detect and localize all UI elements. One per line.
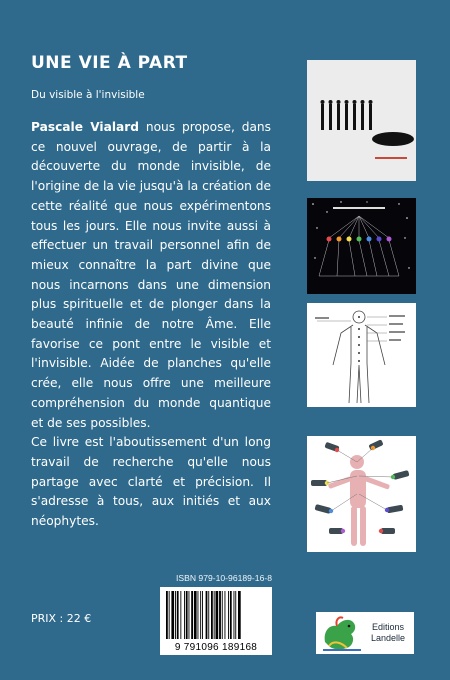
barcode-bar — [222, 591, 223, 639]
barcode-bar — [186, 591, 188, 639]
barcode-bar — [214, 591, 215, 639]
barcode-bar — [235, 591, 236, 639]
blurb-paragraph-1-text: nous propose, dans ce nouvel ouvrage, de partir à la découverte du monde invisible, de l'origine de la vie jusqu'à la création de cette réalité que nous expérimentons tous les jours. Elle nous invite aussi à effectuer un travail personnel afin de mieux connaître la part divine que nous incarnons dans une dimension plus spirituelle et de plonger dans la beauté infinie de notre Âme. Elle favorise ce pont entre le visible et l'invisible. Aidée de planches qu'elle crée, elle nous offre une meilleure compréhension du monde quantique et de ses possibles. — [31, 120, 271, 430]
barcode-bar — [180, 591, 181, 639]
plate-figure-cylinders — [307, 436, 416, 552]
dragon-icon — [319, 612, 365, 654]
blurb-paragraph-1 — [31, 118, 271, 433]
figure-cylinders-icon — [307, 436, 416, 552]
barcode-bar — [211, 591, 213, 639]
publisher-line-1: Editions — [371, 622, 405, 632]
barcode-bar — [177, 591, 179, 639]
barcode-bar — [200, 591, 201, 639]
barcode-bar — [191, 591, 193, 639]
book-subtitle: Du visible à l'invisible — [31, 89, 145, 101]
barcode-bar — [169, 591, 170, 639]
barcode-bar — [189, 591, 190, 639]
barcode-bar — [198, 591, 199, 639]
publisher-name — [365, 622, 411, 644]
barcode-bar — [234, 591, 235, 639]
human-outline-icon — [307, 303, 416, 407]
plate-light-rays — [307, 198, 416, 294]
barcode-bar — [171, 591, 174, 639]
plate-human-outline — [307, 303, 416, 407]
barcode-bar — [194, 591, 197, 639]
barcode-bar — [219, 591, 221, 639]
barcode-bar — [206, 591, 208, 639]
isbn-label: ISBN 979-10-96189-16-8 — [175, 573, 272, 583]
barcode-bar — [184, 591, 185, 639]
blurb — [31, 118, 271, 532]
barcode-bar — [238, 591, 241, 639]
barcode-bar — [208, 591, 209, 639]
plate-silhouettes — [307, 60, 416, 181]
barcode-bar — [230, 591, 232, 639]
barcode-bars — [166, 591, 266, 639]
book-title: UNE VIE À PART — [31, 53, 188, 73]
silhouettes-icon — [307, 60, 416, 181]
barcode-bar — [202, 591, 203, 639]
barcode-bar — [225, 591, 226, 639]
light-rays-icon — [307, 198, 416, 294]
publisher-line-2: Landelle — [370, 633, 406, 643]
price-label: PRIX : 22 € — [31, 612, 92, 625]
barcode-bar — [228, 591, 229, 639]
barcode — [160, 587, 272, 655]
author-name: Pascale Vialard — [31, 120, 139, 134]
barcode-number: 9 791096 189168 — [174, 642, 258, 653]
publisher-logo — [316, 612, 414, 654]
barcode-bar — [216, 591, 219, 639]
barcode-bar — [166, 591, 168, 639]
barcode-bar — [175, 591, 176, 639]
blurb-paragraph-2: Ce livre est l'aboutissement d'un long travail de recherche qu'elle nous partage avec clarté et précision. Il s'adresse à tous, aux initiés et aux néophytes. — [31, 435, 271, 529]
